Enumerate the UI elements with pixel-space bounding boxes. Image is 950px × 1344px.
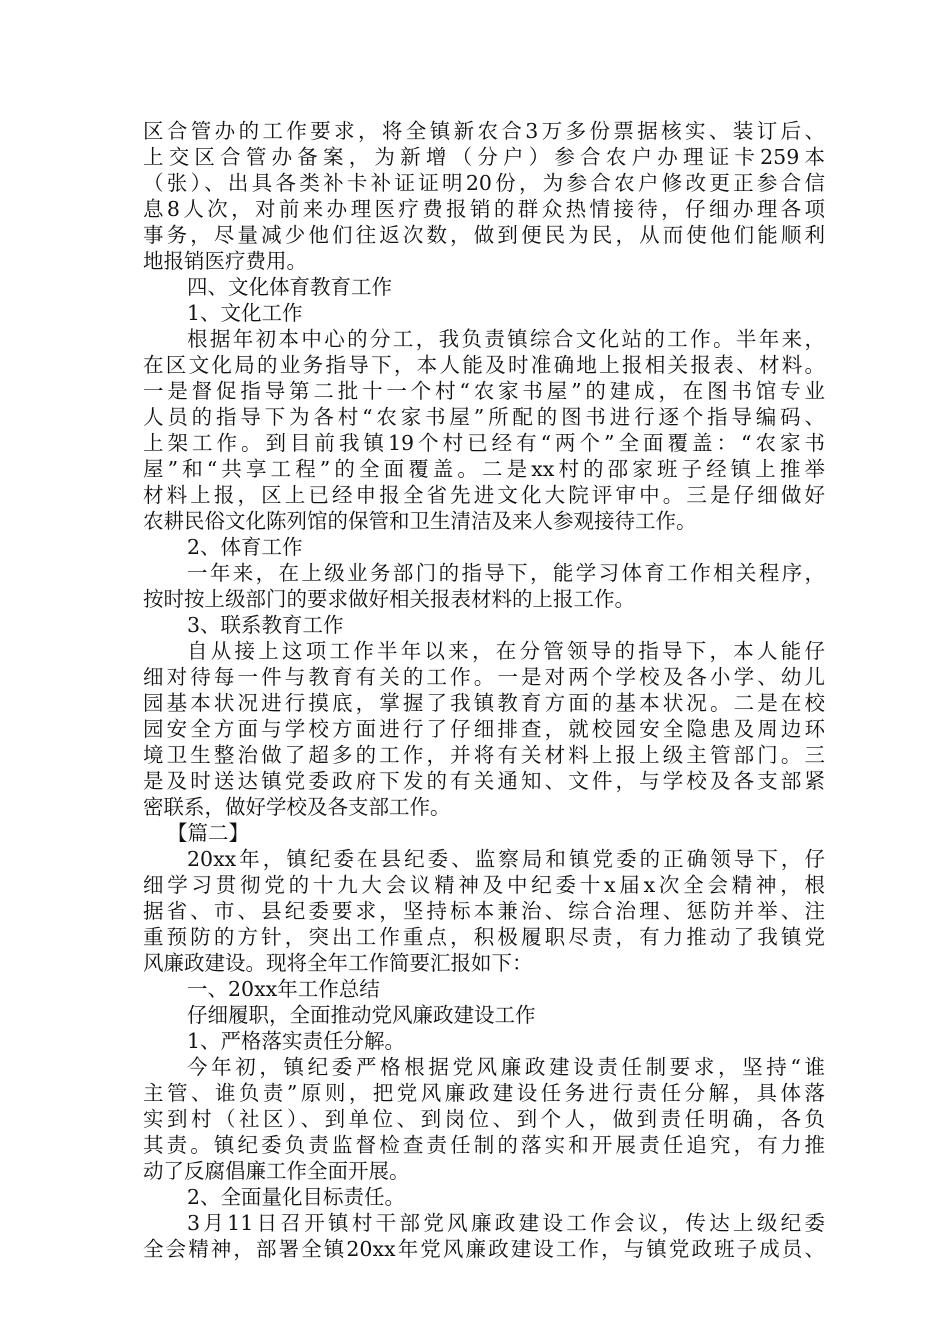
body-line: 其责。镇纪委负责监督检查责任制的落实和开展责任追究，有力推	[143, 1133, 825, 1157]
body-line: 密联系，做好学校及各支部工作。	[143, 795, 451, 819]
body-line: 实到村（社区）、到单位、到岗位、到个人，做到责任明确，各负	[143, 1107, 825, 1131]
body-line: 上架工作。到目前我镇19个村已经有“两个”全面覆盖：“农家书	[143, 431, 825, 455]
paragraph-start-line: 今年初，镇纪委严格根据党风廉政建设责任制要求，坚持“谁	[187, 1055, 825, 1079]
paragraph-start-line: 自从接上这项工作半年以来，在分管领导的指导下，本人能仔	[187, 639, 825, 663]
body-line: 息8人次，对前来办理医疗费报销的群众热情接待，仔细办理各项	[143, 197, 825, 221]
subsection-heading: 3、联系教育工作	[187, 613, 344, 637]
body-line: 区合管办的工作要求，将全镇新农合3万多份票据核实、装订后、	[143, 119, 825, 143]
body-line: 材料上报，区上已经申报全省先进文化大院评审中。三是仔细做好	[143, 483, 825, 507]
body-line: 据省、市、县纪委要求，坚持标本兼治、综合治理、惩防并举、注	[143, 899, 825, 923]
body-line: 园安全方面与学校方面进行了仔细排查，就校园安全隐患及周边环	[143, 717, 825, 741]
body-line: 是及时送达镇党委政府下发的有关通知、文件，与学校及各支部紧	[143, 769, 825, 793]
body-line: 农耕民俗文化陈列馆的保管和卫生清洁及来人参观接待工作。	[143, 509, 697, 533]
body-line: 主管、谁负责”原则，把党风廉政建设任务进行责任分解，具体落	[143, 1081, 825, 1105]
subsection-heading: 1、文化工作	[187, 301, 303, 325]
body-line: 重预防的方针，突出工作重点，积极履职尽责，有力推动了我镇党	[143, 925, 825, 949]
subsection-heading: 2、体育工作	[187, 535, 303, 559]
paragraph-start-line: 3月11日召开镇村干部党风廉政建设工作会议，传达上级纪委	[187, 1211, 825, 1235]
body-line: 一是督促指导第二批十一个村“农家书屋”的建成，在图书馆专业	[143, 379, 825, 403]
section-heading: 一、20xx年工作总结	[187, 977, 380, 1001]
body-line: 屋”和“共享工程”的全面覆盖。二是xx村的邵家班子经镇上推举	[143, 457, 825, 481]
paragraph-start-line: 根据年初本中心的分工，我负责镇综合文化站的工作。半年来，	[187, 327, 825, 351]
document-body	[143, 118, 825, 1262]
subsection-heading: 1、严格落实责任分解。	[187, 1029, 406, 1053]
subsection-heading: 2、全面量化目标责任。	[187, 1185, 406, 1209]
body-line: 细学习贯彻党的十九大会议精神及中纪委十x届x次全会精神，根	[143, 873, 825, 897]
paragraph-start-line: 20xx年，镇纪委在县纪委、监察局和镇党委的正确领导下，仔	[187, 847, 825, 871]
paragraph-start-line: 一年来，在上级业务部门的指导下，能学习体育工作相关程序，	[187, 561, 825, 585]
section-subtitle: 仔细履职，全面推动党风廉政建设工作	[187, 1003, 536, 1027]
part-heading: 【篇二】	[167, 821, 249, 845]
body-line: 园基本状况进行摸底，掌握了我镇教育方面的基本状况。二是在校	[143, 691, 825, 715]
body-line: 事务，尽量减少他们往返次数，做到便民为民，从而使他们能顺利	[143, 223, 825, 247]
body-line: 风廉政建设。现将全年工作简要汇报如下：	[143, 951, 533, 975]
body-line: 上交区合管办备案，为新增（分户）参合农户办理证卡259本	[143, 145, 825, 169]
body-line: 地报销医疗费用。	[143, 249, 307, 273]
body-line: 境卫生整治做了超多的工作，并将有关材料上报上级主管部门。三	[143, 743, 825, 767]
body-line: 在区文化局的业务指导下，本人能及时准确地上报相关报表、材料。	[143, 353, 825, 377]
body-line: （张）、出具各类补卡补证证明20份，为参合农户修改更正参合信	[143, 171, 825, 195]
body-line: 按时按上级部门的要求做好相关报表材料的上报工作。	[143, 587, 635, 611]
body-line: 人员的指导下为各村“农家书屋”所配的图书进行逐个指导编码、	[143, 405, 825, 429]
body-line: 动了反腐倡廉工作全面开展。	[143, 1159, 410, 1183]
body-line: 细对待每一件与教育有关的工作。一是对两个学校及各小学、幼儿	[143, 665, 825, 689]
body-line: 全会精神，部署全镇20xx年党风廉政建设工作，与镇党政班子成员、	[143, 1237, 825, 1261]
section-heading: 四、文化体育教育工作	[187, 275, 392, 299]
